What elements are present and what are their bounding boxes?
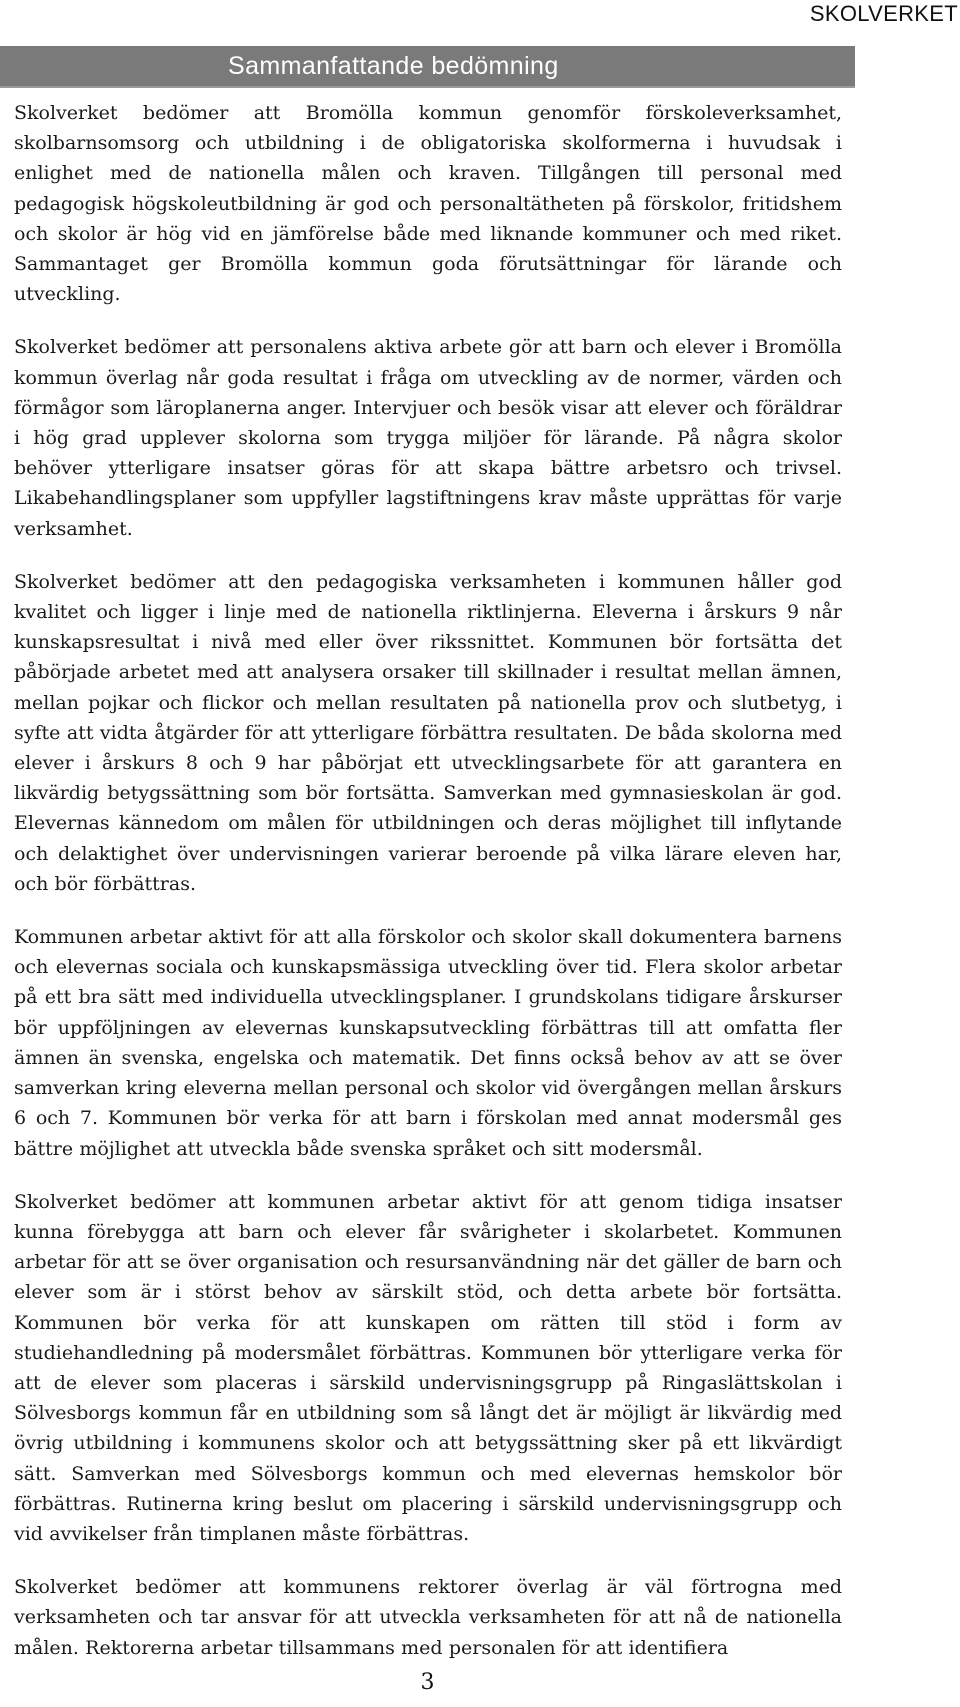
paragraph-4: Kommunen arbetar aktivt för att alla förskolor och skolor skall dokumentera barnens och elevernas sociala och kunskapsmässiga utveckling över tid. Flera skolor arbetar på ett bra sätt med individuella utvecklingsplaner. I grundskolans tidigare årskurser bör uppföljningen av elevernas kunskapsutveckling förbättras till att omfatta fler ämnen än svenska, engelska och matematik. Det finns också behov av att se över samverkan kring eleverna mellan personal och skolor vid övergången mellan årskurs 6 och 7. Kommunen bör verka för att barn i förskolan med annat modersmål ges bättre möjlighet att utveckla både svenska språket och sitt modersmål. xyxy=(14,926,842,1160)
page-number: 3 xyxy=(420,1670,435,1695)
paragraph-1: Skolverket bedömer att Bromölla kommun genomför förskoleverksamhet, skolbarnsomsorg och utbildning i de obligatoriska skolformerna i huvudsak i enlighet med de nationella målen och kraven. Tillgången till personal med pedagogisk högskoleutbildning är god och personaltätheten på förskolor, fritidshem och skolor är hög vid en jämförelse både med liknande kommuner och med riket. Sammantaget ger Bromölla kommun goda förutsättningar för lärande och utveckling. xyxy=(14,102,842,306)
body-text xyxy=(14,98,842,1686)
paragraph-6: Skolverket bedömer att kommunens rektorer överlag är väl förtrogna med verksamheten och tar ansvar för att utveckla verksamheten för att nå de nationella målen. Rektorerna arbetar tillsammans med personalen för att identifiera xyxy=(14,1576,842,1659)
paragraph-3: Skolverket bedömer att den pedagogiska verksamheten i kommunen håller god kvalitet och ligger i linje med de nationella riktlinjerna. Eleverna i årskurs 9 når kunskapsresultat i nivå med eller över rikssnittet. Kommunen bör fortsätta det påbörjade arbetet med att analysera orsaker till skillnader i resultat mellan ämnen, mellan pojkar och flickor och mellan resultaten på nationella prov och slutbetyg, i syfte att vidta åtgärder för att ytterligare förbättra resultaten. De båda skolorna med elever i årskurs 8 och 9 har påbörjat ett utvecklingsarbete för att garantera en likvärdig betygssättning som bör fortsätta. Samverkan med gymnasieskolan är god. Elevernas kännedom om målen för utbildningen och deras möjlighet till inflytande och delaktighet över undervisningen varierar beroende på vilka lärare eleven har, och bör förbättras. xyxy=(14,570,842,895)
page-header-org: SKOLVERKET xyxy=(809,1,958,26)
section-title-bar xyxy=(0,46,855,86)
paragraph-5: Skolverket bedömer att kommunen arbetar aktivt för att genom tidiga insatser kunna förebygga att barn och elever får svårigheter i skolarbetet. Kommunen arbetar för att se över organisation och resursanvändning när det gäller de barn och elever som är i störst behov av särskilt stöd, och detta arbete bör fortsätta. Kommunen bör verka för att kunskapen om rätten till stöd i form av studiehandledning på modersmålet förbättras. Kommunen bör ytterligare verka för att de elever som placeras i särskild undervisningsgrupp på Ringaslättskolan i Sölvesborgs kommun får en utbildning som så långt det är möjligt är likvärdig med övrig utbildning i kommunens skolor och att betygssättning sker på ett likvärdigt sätt. Samverkan med Sölvesborgs kommun och med elevernas hemskolor bör förbättras. Rutinerna kring beslut om placering i särskild undervisningsgrupp och vid avvikelser från timplanen måste förbättras. xyxy=(14,1190,842,1545)
paragraph-2: Skolverket bedömer att personalens aktiva arbete gör att barn och elever i Bromölla kommun överlag når goda resultat i fråga om utveckling av de normer, värden och förmågor som läroplanerna anger. Intervjuer och besök visar att elever och föräldrar i hög grad upplever skolorna som trygga miljöer för lärande. På några skolor behöver ytterligare insatser göras för att skapa bättre arbetsro och trivsel. Likabehandlingsplaner som uppfyller lagstiftningens krav måste upprättas för varje verksamhet. xyxy=(14,336,842,540)
section-title: Sammanfattande bedömning xyxy=(228,52,559,80)
